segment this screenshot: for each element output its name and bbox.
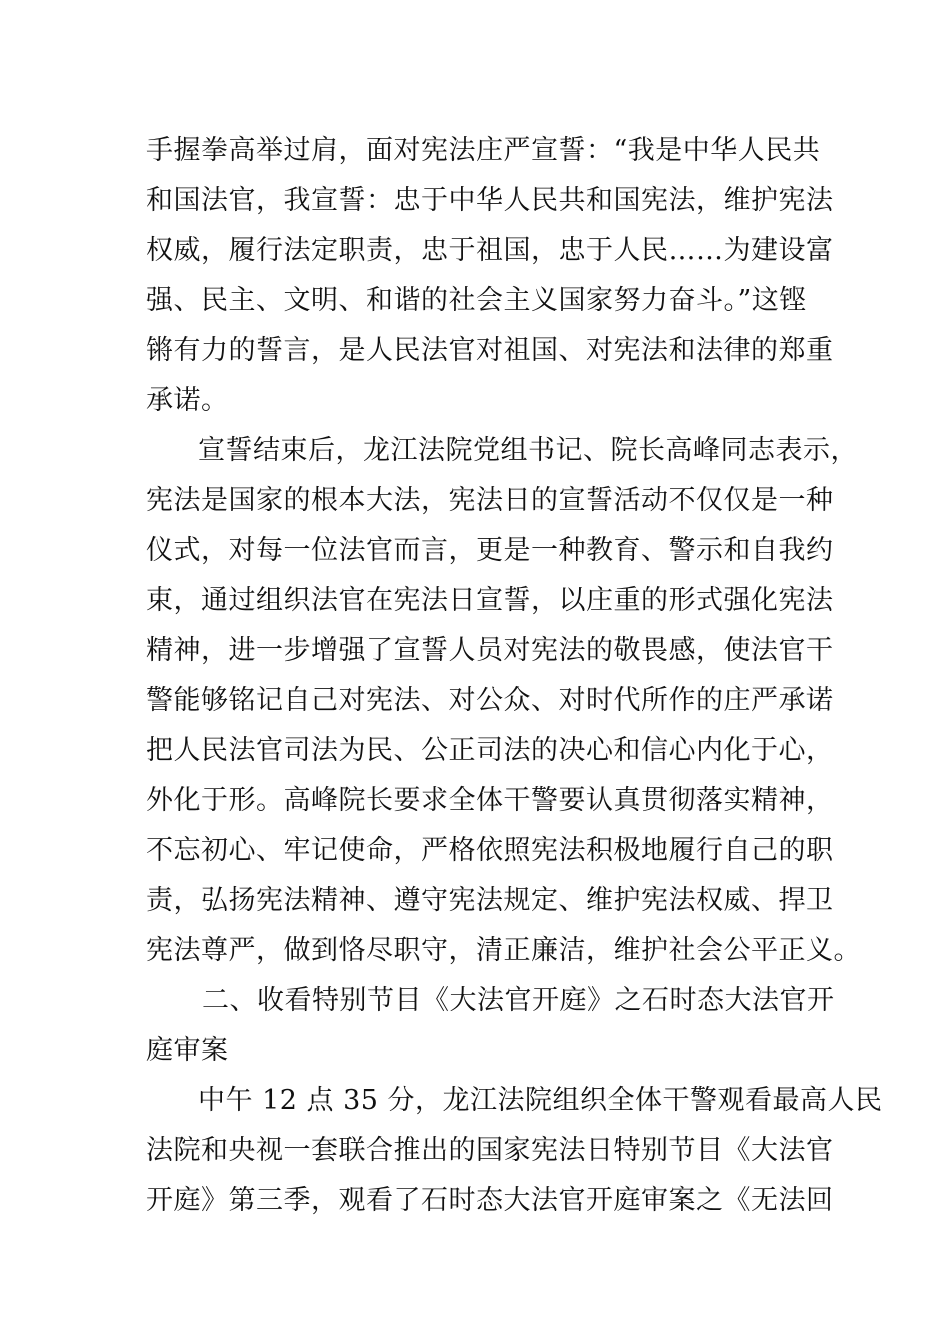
paragraph-2-line-6: 警能够铭记自己对宪法、对公众、对时代所作的庄严承诺 — [146, 685, 834, 716]
paragraph-3-line-1: 中午 12 点 35 分，龙江法院组织全体干警观看最高人民 — [198, 1085, 883, 1116]
paragraph-1-line-3: 权威，履行法定职责，忠于祖国，忠于人民……为建设富 — [146, 235, 834, 266]
paragraph-1-line-6: 承诺。 — [146, 385, 229, 416]
paragraph-2-line-2: 宪法是国家的根本大法，宪法日的宣誓活动不仅仅是一种 — [146, 485, 834, 516]
paragraph-2-line-10: 责，弘扬宪法精神、遵守宪法规定、维护宪法权威、捍卫 — [146, 885, 834, 916]
paragraph-2-line-9: 不忘初心、牢记使命，严格依照宪法积极地履行自己的职 — [146, 835, 834, 866]
section-heading-line-1: 二、收看特别节目《大法官开庭》之石时态大法官开 — [202, 985, 835, 1016]
paragraph-1-line-5: 锵有力的誓言，是人民法官对祖国、对宪法和法律的郑重 — [146, 335, 834, 366]
paragraph-2-line-1: 宣誓结束后，龙江法院党组书记、院长高峰同志表示， — [198, 435, 858, 466]
paragraph-2-line-11: 宪法尊严，做到恪尽职守，清正廉洁，维护社会公平正义。 — [146, 935, 861, 966]
paragraph-1-line-1: 手握拳高举过肩，面对宪法庄严宣誓：“我是中华人民共 — [146, 135, 821, 166]
paragraph-2-line-4: 束，通过组织法官在宪法日宣誓，以庄重的形式强化宪法 — [146, 585, 834, 616]
paragraph-3-line-3: 开庭》第三季，观看了石时态大法官开庭审案之《无法回 — [146, 1185, 834, 1216]
paragraph-2-line-8: 外化于形。高峰院长要求全体干警要认真贯彻落实精神， — [146, 785, 834, 816]
paragraph-3-line-2: 法院和央视一套联合推出的国家宪法日特别节目《大法官 — [146, 1135, 834, 1166]
paragraph-2-line-3: 仪式，对每一位法官而言，更是一种教育、警示和自我约 — [146, 535, 834, 566]
paragraph-1-line-2: 和国法官，我宣誓：忠于中华人民共和国宪法，维护宪法 — [146, 185, 834, 216]
paragraph-2-line-5: 精神，进一步增强了宣誓人员对宪法的敬畏感，使法官干 — [146, 635, 834, 666]
paragraph-1-line-4: 强、民主、文明、和谐的社会主义国家努力奋斗。”这铿 — [146, 285, 807, 316]
paragraph-2-line-7: 把人民法官司法为民、公正司法的决心和信心内化于心， — [146, 735, 834, 766]
section-heading-line-2: 庭审案 — [146, 1035, 229, 1066]
